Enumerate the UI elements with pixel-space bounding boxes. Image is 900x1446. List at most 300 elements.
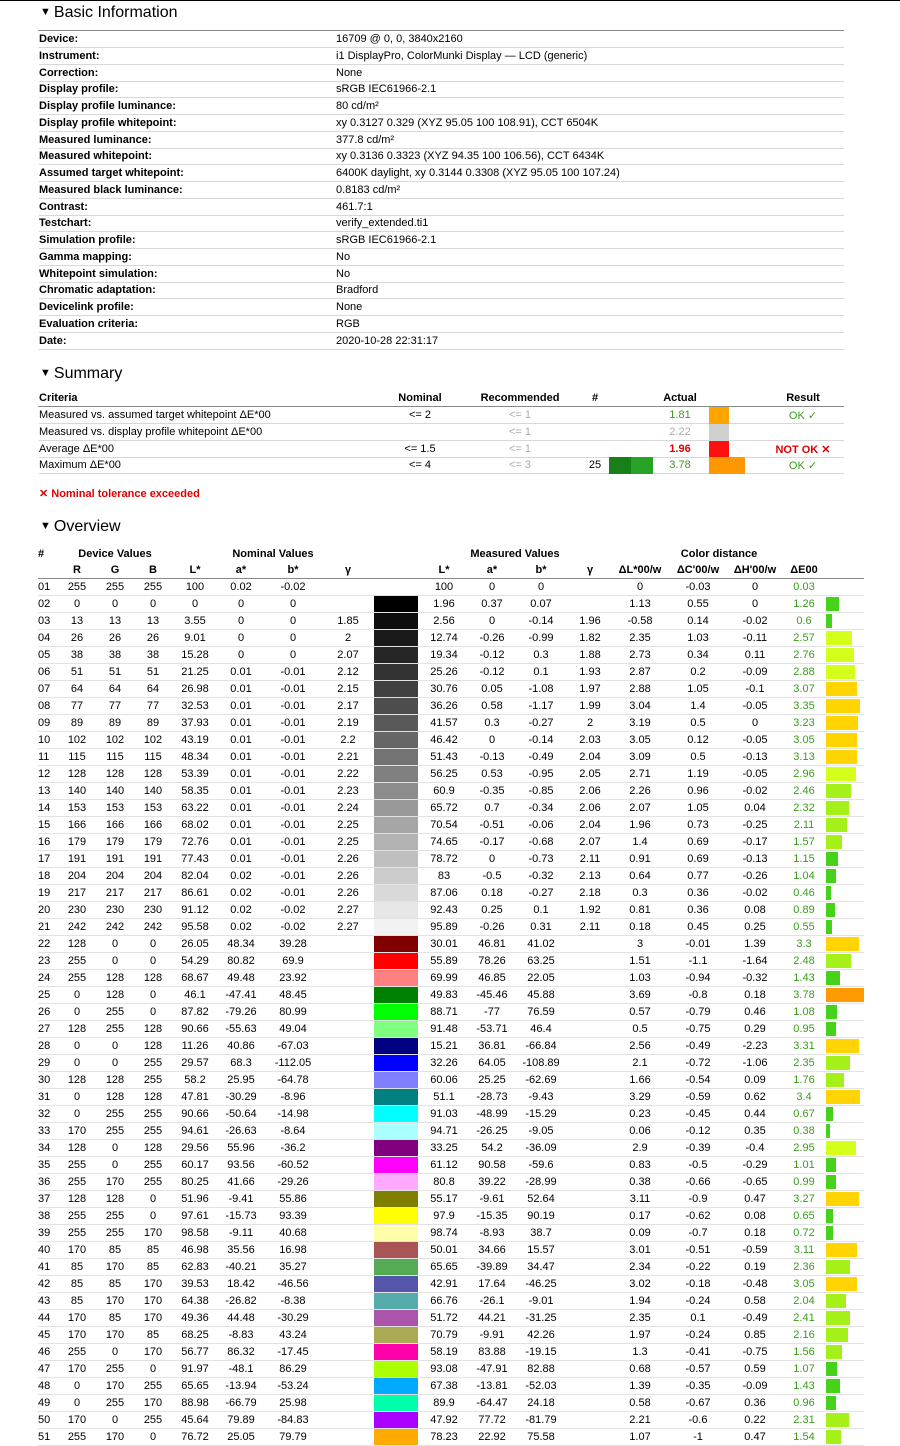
actual-swatch [709, 424, 729, 441]
summary-heading[interactable]: ▼ Summary [40, 365, 123, 382]
nominal-gamma [322, 1055, 374, 1072]
table-row [38, 766, 864, 783]
col-delta-l: ΔL*00/w [618, 564, 662, 576]
nominal-a: 0.02 [218, 579, 264, 596]
nominal-b: -0.01 [264, 885, 322, 902]
device-r: 0 [58, 1055, 96, 1072]
measured-gamma [568, 1191, 612, 1208]
nominal-b: 69.9 [264, 953, 322, 970]
delta-l: 0.06 [612, 1123, 668, 1140]
measured-l: 97.9 [418, 1208, 470, 1225]
measured-a: -0.35 [470, 783, 514, 800]
delta-e-bar-cell [826, 1395, 864, 1412]
result-text: OK ✓ [788, 410, 818, 422]
measured-a: 0.37 [470, 596, 514, 613]
delta-e: 3.11 [782, 1242, 826, 1259]
delta-l: 3.05 [612, 732, 668, 749]
delta-e: 3.78 [782, 987, 826, 1004]
delta-e-bar-cell [826, 664, 864, 681]
measured-l: 30.01 [418, 936, 470, 953]
col-color-distance: Color distance [680, 548, 758, 560]
delta-e-bar [826, 1192, 859, 1206]
delta-e-bar [826, 954, 851, 968]
measured-gamma [568, 1089, 612, 1106]
nominal-gamma [322, 1089, 374, 1106]
device-g: 128 [96, 766, 134, 783]
measured-a: -0.5 [470, 868, 514, 885]
measured-b: -62.69 [514, 1072, 568, 1089]
device-b: 0 [134, 987, 172, 1004]
measured-b: -59.6 [514, 1157, 568, 1174]
basic-info-heading[interactable]: ▼ Basic Information [40, 4, 178, 21]
device-b: 0 [134, 953, 172, 970]
measured-l: 33.25 [418, 1140, 470, 1157]
measured-b: -0.85 [514, 783, 568, 800]
delta-l: 2.71 [612, 766, 668, 783]
nominal-a: 0.02 [218, 868, 264, 885]
patch-swatch [374, 970, 418, 987]
measured-b: 76.59 [514, 1004, 568, 1021]
nominal-gamma: 2.25 [322, 817, 374, 834]
measured-l: 78.72 [418, 851, 470, 868]
patch-id: 31 [38, 1089, 58, 1106]
delta-c: -0.59 [668, 1089, 728, 1106]
measured-l: 41.57 [418, 715, 470, 732]
measured-gamma: 1.88 [568, 647, 612, 664]
delta-e-bar-cell [826, 1123, 864, 1140]
patch-swatch [374, 1259, 418, 1276]
nominal-gamma: 2.17 [322, 698, 374, 715]
measured-a: -15.35 [470, 1208, 514, 1225]
delta-c: -0.6 [668, 1412, 728, 1429]
nominal-b: -84.83 [264, 1412, 322, 1429]
nominal-l: 97.61 [172, 1208, 218, 1225]
delta-e-bar-cell [826, 902, 864, 919]
device-r: 255 [58, 579, 96, 596]
measured-gamma: 2.13 [568, 868, 612, 885]
patch-swatch [374, 1123, 418, 1140]
nominal-a: -26.82 [218, 1293, 264, 1310]
patch-id: 36 [38, 1174, 58, 1191]
recommended-value: <= 1 [508, 425, 532, 438]
delta-e-bar-cell [826, 1361, 864, 1378]
info-row [39, 266, 844, 283]
delta-h: -0.02 [728, 613, 782, 630]
delta-l: 1.94 [612, 1293, 668, 1310]
measured-b: 0.3 [514, 647, 568, 664]
delta-c: 0.96 [668, 783, 728, 800]
patch-swatch [374, 1191, 418, 1208]
patch-swatch [374, 1293, 418, 1310]
delta-l: 3.09 [612, 749, 668, 766]
measured-b: 38.7 [514, 1225, 568, 1242]
measured-a: 44.21 [470, 1310, 514, 1327]
info-value: None [336, 66, 363, 79]
measured-gamma [568, 1412, 612, 1429]
measured-gamma [568, 1242, 612, 1259]
delta-h: 0.19 [728, 1259, 782, 1276]
nominal-gamma: 2.22 [322, 766, 374, 783]
measured-b: 34.47 [514, 1259, 568, 1276]
info-value: sRGB IEC61966-2.1 [336, 83, 437, 96]
delta-e: 2.88 [782, 664, 826, 681]
measured-gamma [568, 1276, 612, 1293]
nominal-l: 65.65 [172, 1378, 218, 1395]
device-r: 255 [58, 1174, 96, 1191]
measured-b: -0.49 [514, 749, 568, 766]
device-b: 255 [134, 579, 172, 596]
delta-e-bar-cell [826, 868, 864, 885]
delta-e-bar-cell [826, 1378, 864, 1395]
patch-id: 47 [38, 1361, 58, 1378]
nominal-b: -0.01 [264, 783, 322, 800]
info-label: Whitepoint simulation: [39, 267, 158, 280]
nominal-a: -15.73 [218, 1208, 264, 1225]
patch-id: 03 [38, 613, 58, 630]
col-nominal-l: L* [189, 564, 201, 576]
delta-e-bar-cell [826, 715, 864, 732]
delta-c: 0.12 [668, 732, 728, 749]
nominal-b: -0.02 [264, 579, 322, 596]
delta-e-bar-cell [826, 800, 864, 817]
summary-row [39, 441, 844, 458]
measured-b: -31.25 [514, 1310, 568, 1327]
info-value: xy 0.3136 0.3323 (XYZ 94.35 100 106.56), CCT 6434K [336, 150, 605, 163]
delta-e-bar-cell [826, 1259, 864, 1276]
measured-a: -0.13 [470, 749, 514, 766]
measured-l: 80.8 [418, 1174, 470, 1191]
measured-l: 74.65 [418, 834, 470, 851]
overview-heading[interactable]: ▼ Overview [40, 518, 121, 535]
col-measured-values: Measured Values [470, 548, 560, 560]
info-label: Contrast: [39, 200, 88, 213]
delta-h: 0.09 [728, 1072, 782, 1089]
patch-swatch [374, 1208, 418, 1225]
info-label: Measured luminance: [39, 133, 152, 146]
device-b: 102 [134, 732, 172, 749]
delta-e-bar [826, 1158, 836, 1172]
nominal-b: 0 [264, 630, 322, 647]
measured-gamma [568, 1327, 612, 1344]
table-row [38, 936, 864, 953]
measured-b: -81.79 [514, 1412, 568, 1429]
collapse-triangle-icon[interactable]: ▼ [40, 367, 51, 379]
measured-l: 55.17 [418, 1191, 470, 1208]
delta-e-bar [826, 767, 856, 781]
delta-h: 0.25 [728, 919, 782, 936]
nominal-gamma: 1.85 [322, 613, 374, 630]
measured-l: 65.72 [418, 800, 470, 817]
delta-l: 2.34 [612, 1259, 668, 1276]
delta-l: 3.01 [612, 1242, 668, 1259]
measured-gamma [568, 1429, 612, 1446]
table-row [38, 1174, 864, 1191]
nominal-a: 35.56 [218, 1242, 264, 1259]
device-r: 255 [58, 1429, 96, 1446]
device-r: 179 [58, 834, 96, 851]
count-swatch [609, 457, 631, 474]
table-row [38, 902, 864, 919]
nominal-a: 0.01 [218, 664, 264, 681]
measured-a: 39.22 [470, 1174, 514, 1191]
nominal-gamma [322, 1242, 374, 1259]
col-nominal-b: b* [287, 564, 299, 576]
measured-a: 0.18 [470, 885, 514, 902]
measured-b: -0.14 [514, 732, 568, 749]
patch-swatch [374, 919, 418, 936]
delta-h: 0.08 [728, 902, 782, 919]
delta-e: 0.38 [782, 1123, 826, 1140]
nominal-b: -8.96 [264, 1089, 322, 1106]
delta-h: -0.13 [728, 749, 782, 766]
nominal-gamma [322, 1140, 374, 1157]
collapse-triangle-icon[interactable]: ▼ [40, 520, 51, 532]
delta-e-bar-cell [826, 936, 864, 953]
delta-l: 0.5 [612, 1021, 668, 1038]
delta-h: 0 [728, 715, 782, 732]
device-g: 255 [96, 579, 134, 596]
delta-e-bar-cell [826, 953, 864, 970]
table-row [38, 834, 864, 851]
measured-a: 25.25 [470, 1072, 514, 1089]
patch-id: 25 [38, 987, 58, 1004]
nominal-b: 93.39 [264, 1208, 322, 1225]
device-g: 0 [96, 1140, 134, 1157]
patch-id: 35 [38, 1157, 58, 1174]
nominal-gamma: 2.26 [322, 851, 374, 868]
measured-gamma [568, 936, 612, 953]
nominal-a: 25.05 [218, 1429, 264, 1446]
col-nominal-gamma: γ [344, 564, 352, 576]
device-b: 166 [134, 817, 172, 834]
measured-l: 60.9 [418, 783, 470, 800]
measured-a: 0.05 [470, 681, 514, 698]
delta-c: -0.18 [668, 1276, 728, 1293]
delta-e-bar [826, 1056, 850, 1070]
device-g: 0 [96, 1157, 134, 1174]
measured-b: 90.19 [514, 1208, 568, 1225]
nominal-gamma [322, 987, 374, 1004]
device-r: 0 [58, 987, 96, 1004]
delta-e: 0.03 [782, 579, 826, 596]
nominal-l: 0 [172, 596, 218, 613]
device-r: 13 [58, 613, 96, 630]
nominal-gamma [322, 1259, 374, 1276]
measured-b: -0.06 [514, 817, 568, 834]
patch-id: 37 [38, 1191, 58, 1208]
nominal-b: -0.01 [264, 681, 322, 698]
nominal-gamma [322, 1072, 374, 1089]
patch-id: 48 [38, 1378, 58, 1395]
actual-swatch [709, 457, 745, 474]
nominal-l: 82.04 [172, 868, 218, 885]
patch-swatch [374, 698, 418, 715]
measured-gamma [568, 1174, 612, 1191]
nominal-l: 11.26 [172, 1038, 218, 1055]
measured-l: 98.74 [418, 1225, 470, 1242]
measured-b: -52.03 [514, 1378, 568, 1395]
measured-b: -19.15 [514, 1344, 568, 1361]
device-g: 140 [96, 783, 134, 800]
actual-value: 2.22 [669, 425, 691, 438]
measured-gamma: 2.04 [568, 749, 612, 766]
delta-h: -0.32 [728, 970, 782, 987]
measured-l: 51.43 [418, 749, 470, 766]
delta-l: 1.97 [612, 1327, 668, 1344]
nominal-l: 37.93 [172, 715, 218, 732]
patch-id: 17 [38, 851, 58, 868]
device-b: 204 [134, 868, 172, 885]
measured-gamma: 1.97 [568, 681, 612, 698]
device-b: 0 [134, 1429, 172, 1446]
delta-e: 2.31 [782, 1412, 826, 1429]
delta-l: 2.56 [612, 1038, 668, 1055]
patch-swatch [374, 664, 418, 681]
nominal-a: 0.01 [218, 681, 264, 698]
device-r: 85 [58, 1293, 96, 1310]
collapse-triangle-icon[interactable]: ▼ [40, 6, 51, 18]
patch-swatch [374, 579, 418, 596]
device-b: 255 [134, 1106, 172, 1123]
device-b: 255 [134, 1157, 172, 1174]
nominal-l: 47.81 [172, 1089, 218, 1106]
patch-id: 41 [38, 1259, 58, 1276]
device-g: 0 [96, 1344, 134, 1361]
measured-l: 51.1 [418, 1089, 470, 1106]
device-g: 26 [96, 630, 134, 647]
nominal-b: -0.01 [264, 834, 322, 851]
measured-a: -0.12 [470, 647, 514, 664]
patch-swatch [374, 902, 418, 919]
nominal-a: 25.95 [218, 1072, 264, 1089]
measured-l: 91.03 [418, 1106, 470, 1123]
patch-id: 39 [38, 1225, 58, 1242]
device-g: 0 [96, 1055, 134, 1072]
patch-id: 40 [38, 1242, 58, 1259]
delta-e-bar-cell [826, 919, 864, 936]
delta-e-bar-cell [826, 1174, 864, 1191]
measured-a: -0.51 [470, 817, 514, 834]
col-device-values: Device Values [78, 548, 152, 560]
device-b: 255 [134, 1072, 172, 1089]
nominal-value: <= 4 [408, 459, 432, 472]
measured-a: 22.92 [470, 1429, 514, 1446]
patch-id: 27 [38, 1021, 58, 1038]
result-text: NOT OK ✕ [775, 443, 831, 456]
nominal-a: 0.01 [218, 851, 264, 868]
device-r: 0 [58, 1089, 96, 1106]
nominal-gamma [322, 1344, 374, 1361]
delta-e-bar [826, 971, 840, 985]
delta-h: 0.18 [728, 1225, 782, 1242]
delta-c: -0.79 [668, 1004, 728, 1021]
measured-gamma: 2.04 [568, 817, 612, 834]
delta-e: 1.76 [782, 1072, 826, 1089]
delta-h: -0.11 [728, 630, 782, 647]
patch-id: 49 [38, 1395, 58, 1412]
table-row [38, 1378, 864, 1395]
criteria-text: Maximum ΔE*00 [39, 459, 121, 472]
delta-e-bar [826, 631, 852, 645]
delta-e-bar [826, 1090, 860, 1104]
measured-gamma [568, 1378, 612, 1395]
nominal-l: 46.98 [172, 1242, 218, 1259]
delta-l: 0.58 [612, 1395, 668, 1412]
nominal-l: 63.22 [172, 800, 218, 817]
table-row [38, 1225, 864, 1242]
info-value: i1 DisplayPro, ColorMunki Display — LCD (generic) [336, 49, 588, 62]
nominal-gamma: 2.27 [322, 902, 374, 919]
delta-h: 0.11 [728, 647, 782, 664]
table-row [38, 681, 864, 698]
patch-swatch [374, 1038, 418, 1055]
measured-b: -15.29 [514, 1106, 568, 1123]
measured-a: 0 [470, 732, 514, 749]
delta-e: 2.35 [782, 1055, 826, 1072]
patch-id: 15 [38, 817, 58, 834]
nominal-l: 87.82 [172, 1004, 218, 1021]
delta-e-bar [826, 1039, 859, 1053]
table-row [38, 596, 864, 613]
device-g: 170 [96, 1429, 134, 1446]
patch-id: 33 [38, 1123, 58, 1140]
device-b: 0 [134, 1208, 172, 1225]
table-row [38, 1293, 864, 1310]
table-row [38, 1395, 864, 1412]
delta-e-bar [826, 869, 836, 883]
patch-swatch [374, 834, 418, 851]
table-row [38, 1276, 864, 1293]
patch-id: 44 [38, 1310, 58, 1327]
measured-l: 58.19 [418, 1344, 470, 1361]
nominal-gamma [322, 1157, 374, 1174]
measured-a: 54.2 [470, 1140, 514, 1157]
delta-e-bar [826, 1243, 857, 1257]
nominal-value: <= 2 [408, 409, 432, 421]
measured-gamma: 2.11 [568, 919, 612, 936]
device-b: 0 [134, 936, 172, 953]
nominal-l: 46.1 [172, 987, 218, 1004]
measured-b: 0.31 [514, 919, 568, 936]
nominal-a: -55.63 [218, 1021, 264, 1038]
delta-e: 1.08 [782, 1004, 826, 1021]
delta-l: 0.83 [612, 1157, 668, 1174]
summary-row [39, 407, 844, 424]
measured-l: 78.23 [418, 1429, 470, 1446]
measured-l: 89.9 [418, 1395, 470, 1412]
col-measured-b: b* [535, 564, 547, 576]
measured-gamma [568, 1259, 612, 1276]
delta-c: -0.41 [668, 1344, 728, 1361]
delta-l: 2.87 [612, 664, 668, 681]
table-row [38, 1259, 864, 1276]
patch-swatch [374, 749, 418, 766]
actual-value: 1.96 [669, 442, 691, 455]
measured-b: 15.57 [514, 1242, 568, 1259]
overview-sub-header [38, 562, 864, 579]
info-label: Measured whitepoint: [39, 150, 153, 163]
device-r: 51 [58, 664, 96, 681]
device-g: 204 [96, 868, 134, 885]
device-b: 64 [134, 681, 172, 698]
delta-e: 2.57 [782, 630, 826, 647]
measured-a: -0.12 [470, 664, 514, 681]
delta-e-bar [826, 1277, 857, 1291]
delta-c: -0.12 [668, 1123, 728, 1140]
table-row [38, 1123, 864, 1140]
delta-e-bar [826, 937, 859, 951]
delta-c: -0.24 [668, 1327, 728, 1344]
